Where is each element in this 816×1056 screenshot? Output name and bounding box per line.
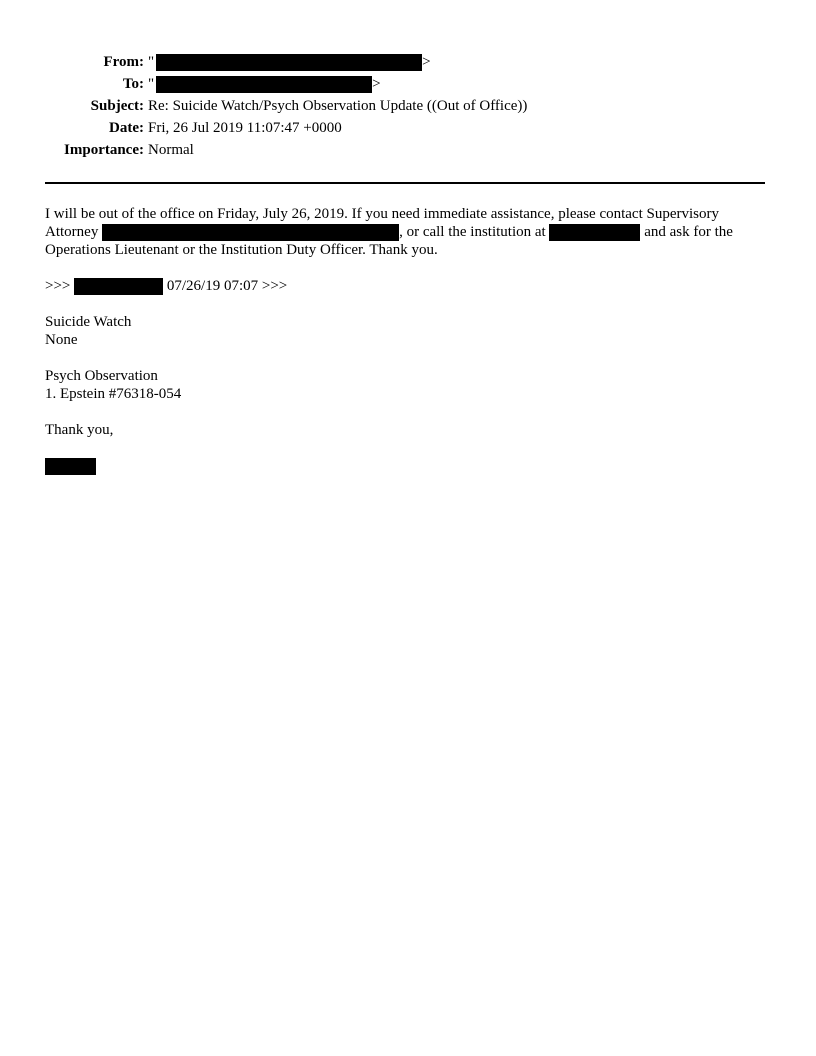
date-value: Fri, 26 Jul 2019 11:07:47 +0000 <box>148 120 342 136</box>
phone-redaction <box>549 224 640 241</box>
to-suffix: > <box>372 76 381 92</box>
quoted-header <box>45 277 767 295</box>
email-body <box>45 205 767 475</box>
from-label: From: <box>103 54 144 70</box>
date-row <box>0 119 816 141</box>
suicide-watch-value: None <box>45 332 78 349</box>
message-attorney-text: Attorney <box>45 224 99 240</box>
to-row <box>0 75 816 97</box>
sender-redaction <box>74 278 163 295</box>
message-ask-text: and ask for the <box>644 224 733 240</box>
message-line-2 <box>45 223 767 241</box>
psych-observation-title: Psych Observation <box>45 368 158 385</box>
from-redaction <box>156 54 422 71</box>
to-value <box>148 75 381 93</box>
header-divider <box>45 182 765 184</box>
closing-text: Thank you, <box>45 422 114 439</box>
message-call-text: , or call the institution at <box>399 224 546 240</box>
importance-value: Normal <box>148 142 194 158</box>
out-of-office-message <box>45 205 767 259</box>
message-line-3: Operations Lieutenant or the Institution Duty Officer. Thank you. <box>45 242 438 259</box>
psych-observation-section <box>45 367 767 403</box>
subject-row <box>0 97 816 119</box>
from-row <box>0 53 816 75</box>
importance-row <box>0 141 816 163</box>
message-line-1: I will be out of the office on Friday, July 26, 2019. If you need immediate assistance, please contact Supervisory <box>45 206 719 222</box>
to-quote: " <box>148 76 155 92</box>
subject-value: Re: Suicide Watch/Psych Observation Update ((Out of Office)) <box>148 98 528 114</box>
suicide-watch-title: Suicide Watch <box>45 314 132 331</box>
importance-label: Importance: <box>64 142 144 158</box>
to-redaction <box>156 76 372 93</box>
from-quote: " <box>148 54 155 70</box>
email-header <box>0 53 816 163</box>
date-label: Date: <box>109 120 144 136</box>
closing <box>45 421 767 439</box>
psych-observation-item: 1. Epstein #76318-054 <box>45 386 182 403</box>
from-suffix: > <box>422 54 431 70</box>
attorney-redaction <box>102 224 399 241</box>
signature-redaction <box>45 458 96 475</box>
suicide-watch-section <box>45 313 767 349</box>
subject-label: Subject: <box>90 98 144 114</box>
quote-timestamp: 07/26/19 07:07 >>> <box>166 278 288 295</box>
to-label: To: <box>122 76 144 92</box>
from-value <box>148 53 431 71</box>
quote-prefix: >>> <box>45 278 71 295</box>
